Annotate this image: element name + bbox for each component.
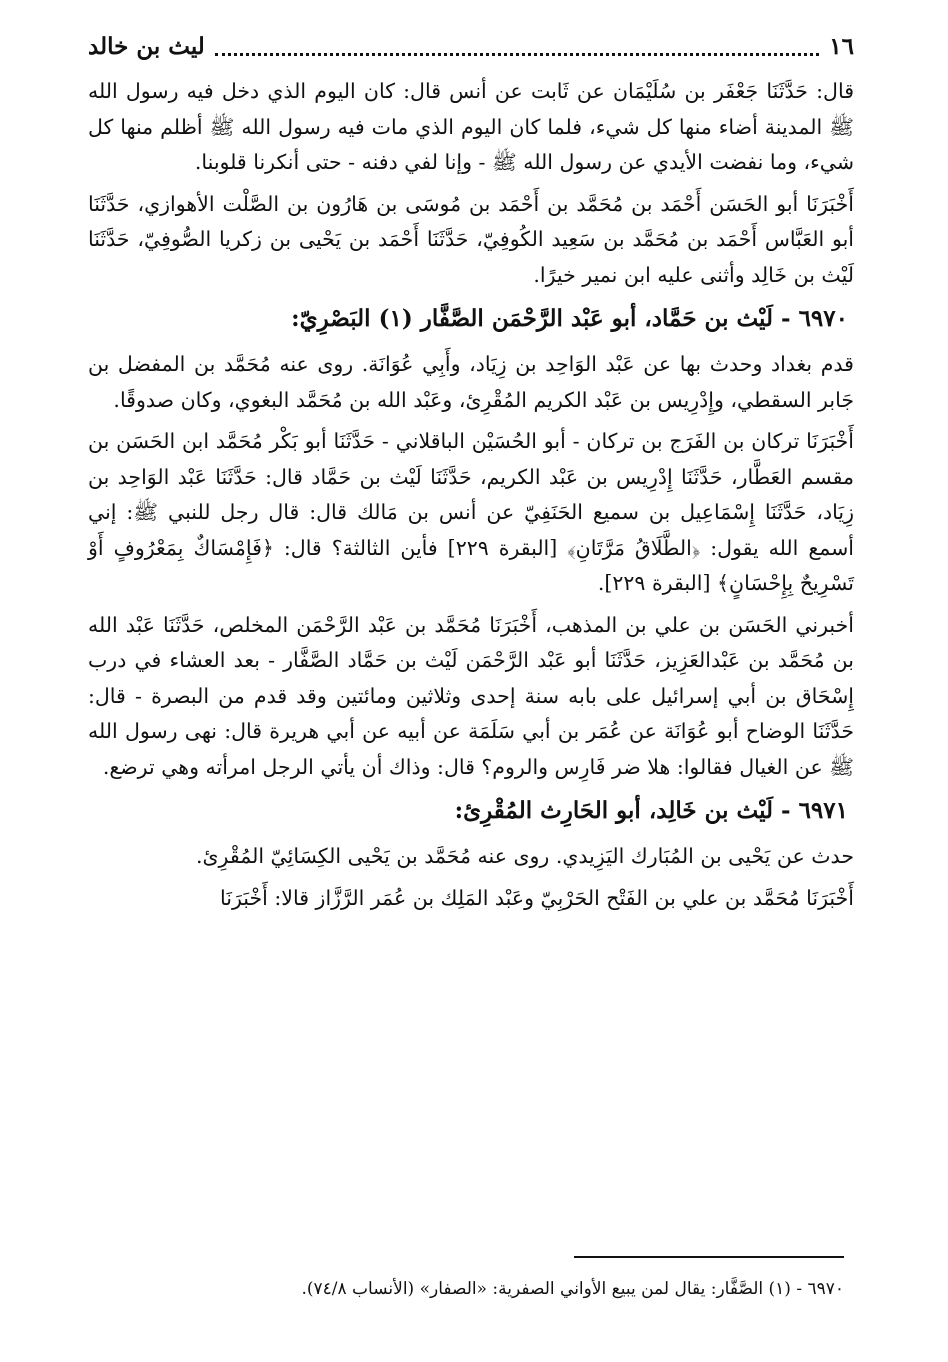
paragraph: قدم بغداد وحدث بها عن عَبْد الوَاحِد بن زِيَاد، وأَبِي عُوَانَة. روى عنه مُحَمَّد بن المفضل بن جَابر السقطي، وإِدْرِيس بن عَبْد الكريم المُقْرِئ، وعَبْد الله بن مُحَمَّد البغوي، وكان صدوقًا.: [88, 352, 854, 412]
paragraph: أَخْبَرَنَا مُحَمَّد بن علي بن الفَتْح الحَرْبِيّ وعَبْد المَلِك بن عُمَر الرَّزَّاز قالا: أَخْبَرَنَا: [220, 885, 854, 910]
paragraph: قال: حَدَّثَنَا جَعْفَر بن سُلَيْمَان عن ثَابت عن أنس قال: كان اليوم الذي دخل فيه رسول الله ﷺ المدينة أضاء منها كل شيء، فلما كان اليوم الذي مات فيه رسول الله ﷺ أظلم منها كل شيء، وما نفضت الأيدي عن رسول الله ﷺ - وإنا لفي دفنه - حتى أنكرنا قلوبنا.: [88, 79, 854, 174]
footnote: ٦٩٧٠ - (١) الصَّفَّار: يقال لمن يبيع الأواني الصفرية: «الصفار» (الأنساب ٧٤/٨).: [301, 1279, 844, 1299]
paragraph: أَخْبَرَنَا أبو الحَسَن أَحْمَد بن مُحَمَّد بن أَحْمَد بن مُوسَى بن هَارُون بن الصَّلْت الأهوازي، حَدَّثَنَا أبو العَبَّاس أَحْمَد بن مُحَمَّد بن سَعِيد الكُوفِيّ، حَدَّثَنَا أَحْمَد بن يَحْيى بن زكريا الصُّوفِيّ، حَدَّثَنَا لَيْث بن خَالِد وأثنى عليه ابن نمير خيرًا.: [88, 191, 854, 287]
page-number: ١٦: [829, 33, 854, 60]
page-header: [88, 30, 854, 64]
header-dotted-leader: [215, 53, 820, 56]
running-title: ليث بن خالد: [88, 33, 205, 60]
footnote-separator: [574, 1256, 844, 1258]
book-page: [88, 30, 854, 922]
paragraph: أَخْبَرَنَا تركان بن الفَرَج بن تركان - أبو الحُسَيْن الباقلاني - حَدَّثَنَا أبو بَكْر مُحَمَّد ابن الحَسَن بن مقسم العَطَّار، حَدَّثَنَا إِدْرِيس بن عَبْد الكريم، حَدَّثَنَا لَيْث بن حَمَّاد قال: حَدَّثَنَا عَبْد الوَاحِد بن زِيَاد، حَدَّثَنَا إِسْمَاعِيل بن سميع الحَنَفِيّ عن أنس بن مَالك قال: قال رجل للنبي ﷺ: إني أسمع الله يقول: ﴿الطَّلَاقُ مَرَّتَانِ﴾ [البقرة ٢٢٩] فأين الثالثة؟ قال: ﴿فَإِمْسَاكٌ بِمَعْرُوفٍ أَوْ تَسْرِيحٌ بِإِحْسَانٍ﴾ [البقرة ٢٢٩].: [88, 429, 854, 595]
entry-heading: ٦٩٧١ - لَيْث بن خَالِد، أبو الحَارِث المُقْرِئ:: [454, 797, 848, 824]
paragraph: حدث عن يَحْيى بن المُبَارك اليَزِيدي. روى عنه مُحَمَّد بن يَحْيى الكِسَائِيّ المُقْرِئ.: [195, 844, 854, 868]
paragraph: أخبرني الحَسَن بن علي بن المذهب، أَخْبَرَنَا مُحَمَّد بن عَبْد الرَّحْمَن المخلص، حَدَّثَنَا عَبْد الله بن مُحَمَّد بن عَبْدالعَزِيز، حَدَّثَنَا أبو عَبْد الرَّحْمَن لَيْث بن حَمَّاد الصَّفَّار - بعد العشاء في درب إِسْحَاق بن أبي إسرائيل على بابه سنة إحدى وثلاثين ومائتين وقد قدم من البصرة - قال: حَدَّثَنَا الوضاح أبو عُوَانَة عن عُمَر بن أبي سَلَمَة عن أبيه عن أبي هريرة قال: نهى رسول الله ﷺ عن الغيال فقالوا: هلا ضر فَارِس والروم؟ قال: وذاك أن يأتي الرجل امرأته وهي ترضع.: [88, 612, 854, 779]
entry-heading: ٦٩٧٠ - لَيْث بن حَمَّاد، أبو عَبْد الرَّحْمَن الصَّفَّار (١) البَصْرِيّ:: [291, 305, 848, 332]
